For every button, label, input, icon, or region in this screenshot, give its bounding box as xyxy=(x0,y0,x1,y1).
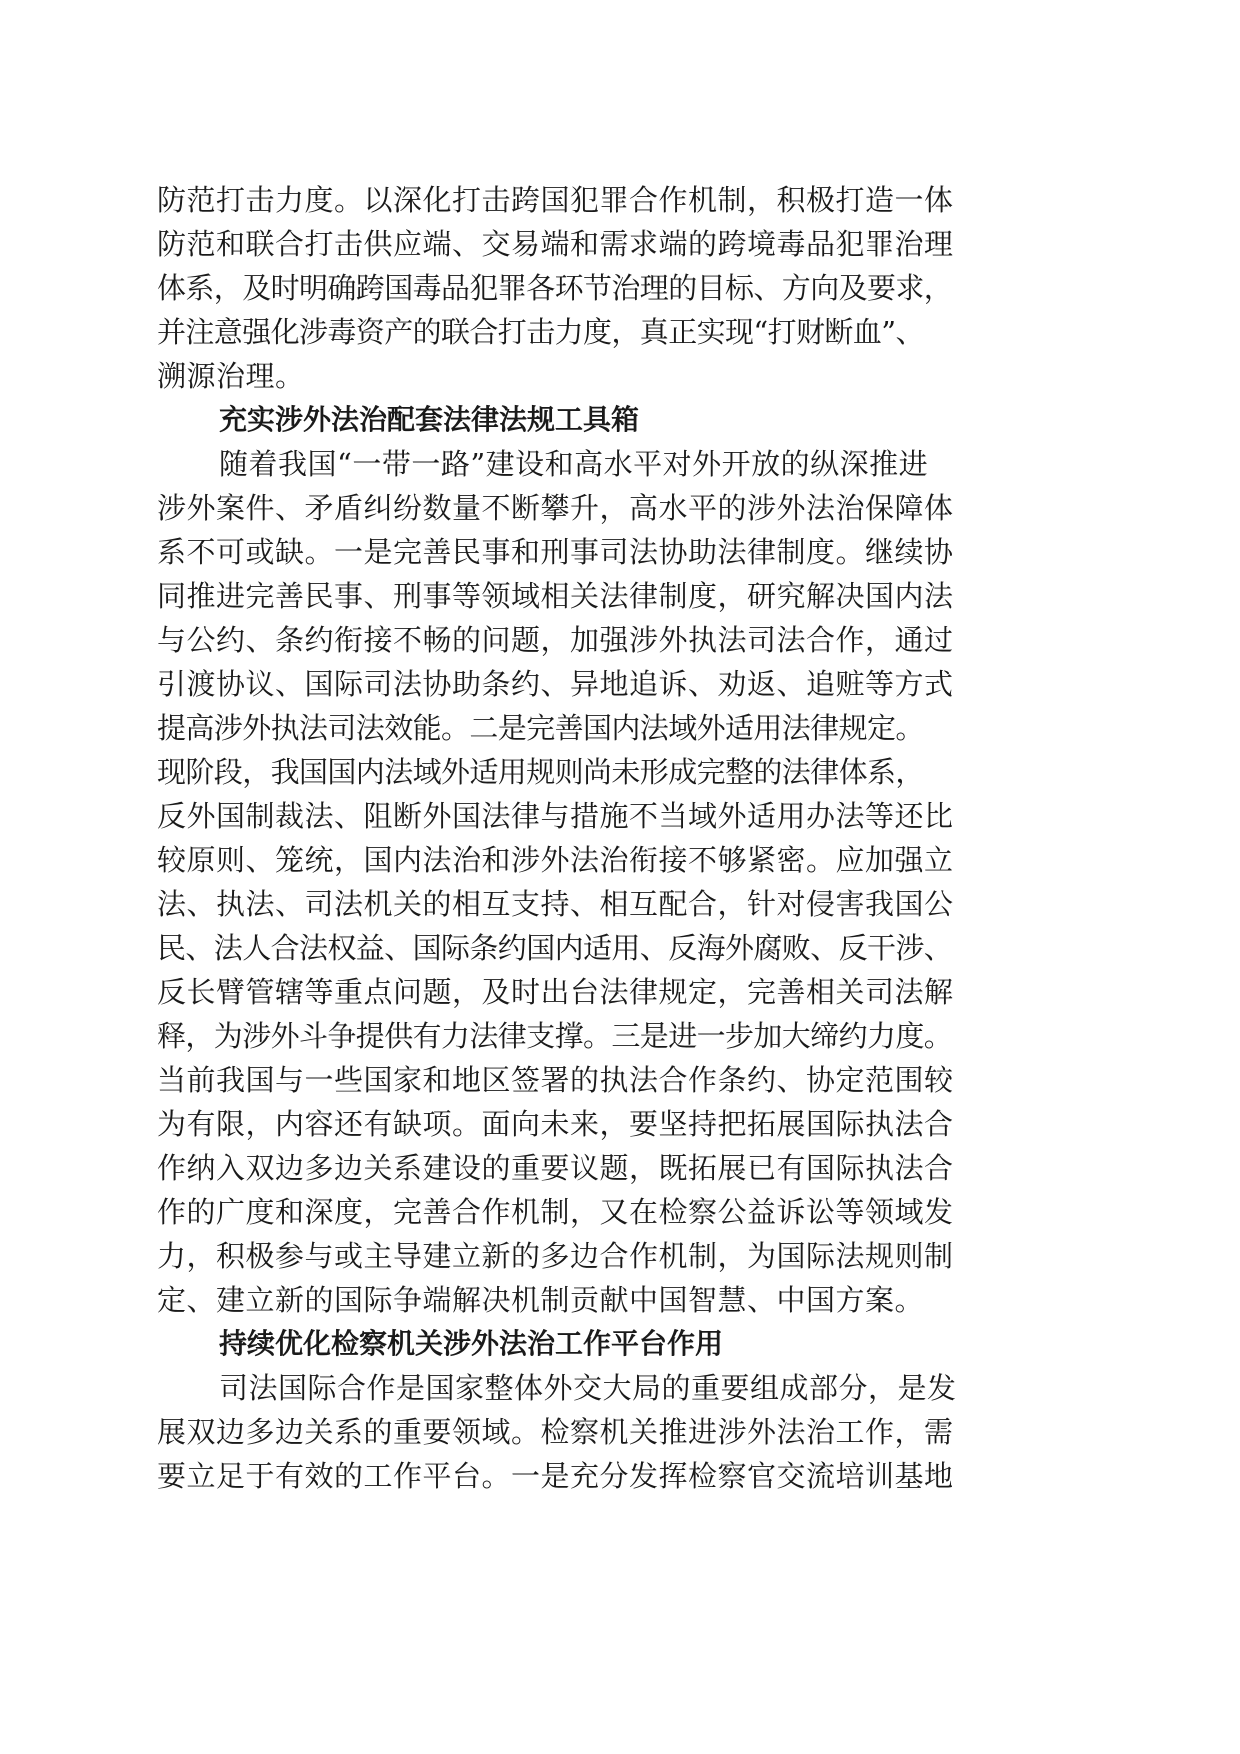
paragraph-line: 民、法人合法权益、国际条约国内适用、反海外腐败、反干涉、 xyxy=(157,931,953,965)
paragraph-line: 为有限，内容还有缺项。面向未来，要坚持把拓展国际执法合 xyxy=(157,1107,954,1141)
paragraph-line: 释，为涉外斗争提供有力法律支撑。三是进一步加大缔约力度。 xyxy=(157,1019,953,1053)
paragraph-line: 反外国制裁法、阻断外国法律与措施不当域外适用办法等还比 xyxy=(157,799,954,833)
paragraph-line: 引渡协议、国际司法协助条约、异地追诉、劝返、追赃等方式 xyxy=(157,667,954,701)
paragraph-line: 作纳入双边多边关系建设的重要议题，既拓展已有国际执法合 xyxy=(157,1151,954,1185)
paragraph-line: 溯源治理。 xyxy=(157,359,305,393)
paragraph-line: 当前我国与一些国家和地区签署的执法合作条约、协定范围较 xyxy=(157,1063,954,1097)
paragraph-line: 涉外案件、矛盾纠纷数量不断攀升，高水平的涉外法治保障体 xyxy=(157,491,954,525)
paragraph-line: 反长臂管辖等重点问题，及时出台法律规定，完善相关司法解 xyxy=(157,975,954,1009)
paragraph-line: 与公约、条约衔接不畅的问题，加强涉外执法司法合作，通过 xyxy=(157,623,954,657)
section-heading: 充实涉外法治配套法律法规工具箱 xyxy=(219,403,640,436)
paragraph-line: 防范打击力度。以深化打击跨国犯罪合作机制，积极打造一体 xyxy=(157,183,954,217)
paragraph-line: 体系，及时明确跨国毒品犯罪各环节治理的目标、方向及要求， xyxy=(157,271,953,305)
paragraph-line: 同推进完善民事、刑事等领域相关法律制度，研究解决国内法 xyxy=(157,579,954,613)
paragraph-line: 较原则、笼统，国内法治和涉外法治衔接不够紧密。应加强立 xyxy=(157,843,954,877)
paragraph-line: 随着我国“一带一路”建设和高水平对外开放的纵深推进 xyxy=(219,447,929,481)
paragraph-line: 定、建立新的国际争端解决机制贡献中国智慧、中国方案。 xyxy=(157,1283,925,1317)
paragraph-line: 提高涉外执法司法效能。二是完善国内法域外适用法律规定。 xyxy=(157,711,924,745)
section-heading: 持续优化检察机关涉外法治工作平台作用 xyxy=(219,1327,724,1360)
paragraph-line: 力，积极参与或主导建立新的多边合作机制，为国际法规则制 xyxy=(157,1239,954,1273)
paragraph-line: 法、执法、司法机关的相互支持、相互配合，针对侵害我国公 xyxy=(157,887,954,921)
paragraph-line: 司法国际合作是国家整体外交大局的重要组成部分，是发 xyxy=(219,1371,957,1405)
paragraph-line: 防范和联合打击供应端、交易端和需求端的跨境毒品犯罪治理 xyxy=(157,227,954,261)
document-body xyxy=(157,178,1097,1498)
paragraph-line: 并注意强化涉毒资产的联合打击力度，真正实现“打财断血”、 xyxy=(157,315,924,349)
paragraph-line: 作的广度和深度，完善合作机制，又在检察公益诉讼等领域发 xyxy=(157,1195,954,1229)
paragraph-line: 系不可或缺。一是完善民事和刑事司法协助法律制度。继续协 xyxy=(157,535,954,569)
paragraph-line: 展双边多边关系的重要领域。检察机关推进涉外法治工作，需 xyxy=(157,1415,954,1449)
paragraph-line: 现阶段，我国国内法域外适用规则尚未形成完整的法律体系， xyxy=(157,755,924,789)
paragraph-line: 要立足于有效的工作平台。一是充分发挥检察官交流培训基地 xyxy=(157,1459,954,1493)
